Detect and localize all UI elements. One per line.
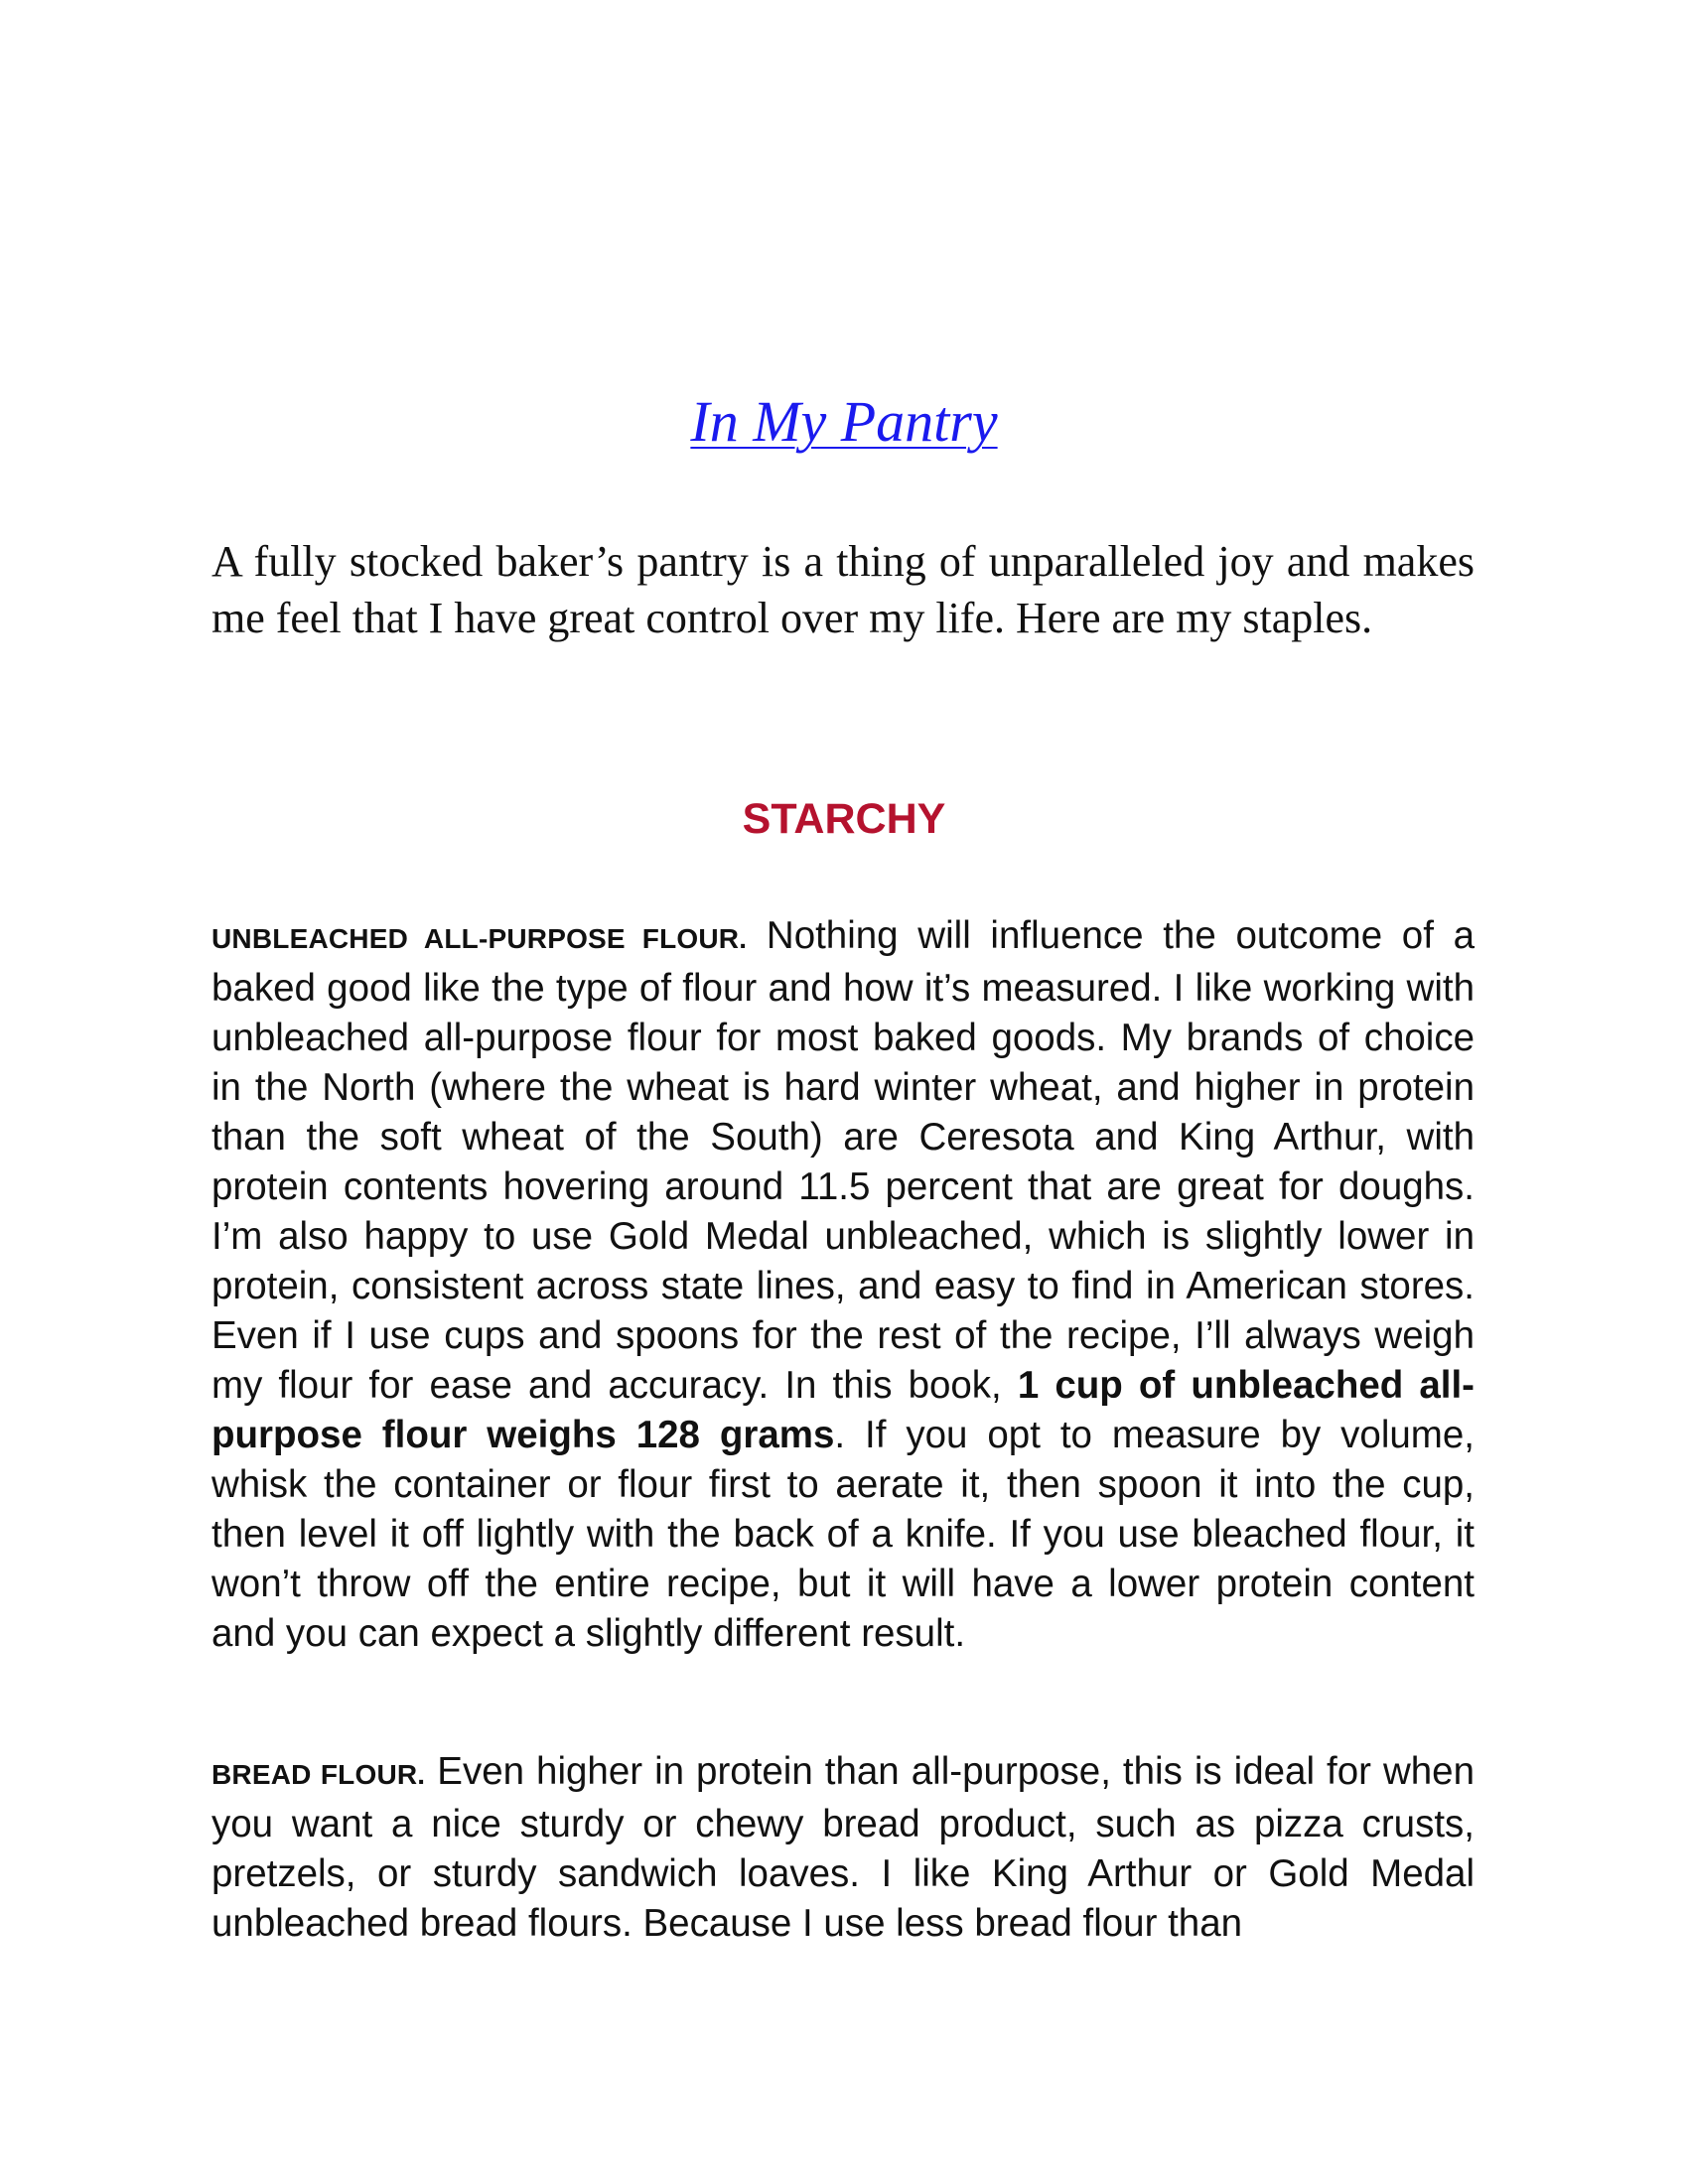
entry-all-purpose-flour <box>211 911 1475 1659</box>
entry-text: Nothing will influence the outcome of a baked good like the type of flour and how it’s measured. I like working with unbleached all-purpose flour for most baked goods. My brands of choice in the North (where the wheat is hard winter wheat, and higher in protein than the soft wheat of the South) are Ceresota and King Arthur, with protein contents hovering around 11.5 percent that are great for doughs. I’m also happy to use Gold Medal unbleached, which is slightly lower in protein, consistent across state lines, and easy to find in American stores. Even if I use cups and spoons for the rest of the recipe, I’ll always weigh my flour for ease and accuracy. In this book, <box>211 914 1476 1407</box>
page-title <box>0 387 1688 457</box>
entry-bread-flour <box>211 1747 1475 1949</box>
entry-label: UNBLEACHED ALL-PURPOSE FLOUR. <box>211 923 748 954</box>
entry-text: . If you opt to measure by volume, whisk the container or flour first to aerate it, then spoon it into the cup, then level it off lightly with the back of a knife. If you use bleached flour, it won’t throw off the entire recipe, but it will have a lower protein content and you can expect a slightly different result. <box>211 1414 1475 1655</box>
entry-emphasis: 1 cup of unbleached all-purpose flour weighs 128 grams <box>211 1364 1476 1456</box>
intro-paragraph: A fully stocked baker’s pantry is a thing of unparalleled joy and makes me feel that I have great control over my life. Here are my staples. <box>211 537 1475 642</box>
section-heading-starchy: STARCHY <box>742 795 946 843</box>
entry-text: Even higher in protein than all-purpose, this is ideal for when you want a nice sturdy or chewy bread product, such as pizza crusts, pretzels, or sturdy sandwich loaves. I like King Arthur or Gold Medal unbleached bread flours. Because I use less bread flour than <box>211 1750 1475 1945</box>
entry-label: BREAD FLOUR. <box>211 1759 426 1790</box>
title-link[interactable]: In My Pantry <box>690 389 998 454</box>
